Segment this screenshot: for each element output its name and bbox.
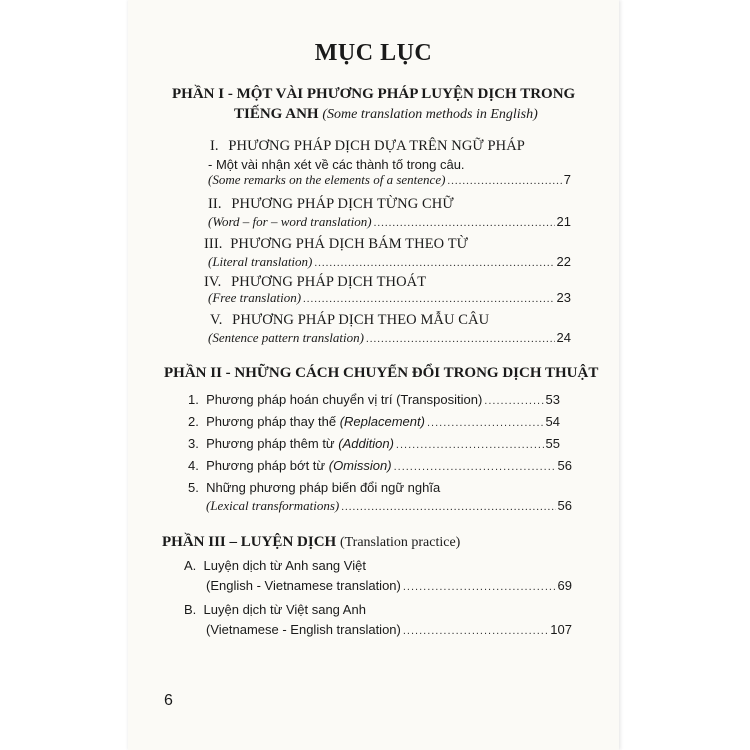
part1-subtitle: (Some translation methods in English) <box>322 107 538 122</box>
toc-entry-3-heading: PHƯƠNG PHÁ DỊCH BÁM THEO TỪ <box>230 236 469 252</box>
part2-entry-1-en: (Transposition) <box>396 392 483 407</box>
toc-entry-2-page: 21 <box>556 214 571 229</box>
part3-label: PHẦN III – <box>162 534 238 550</box>
toc-entry-1-title <box>210 138 525 155</box>
part2-heading <box>164 365 598 382</box>
part2-entry-4-number: 4. <box>188 458 199 473</box>
part2-entry-5-leader <box>206 498 572 514</box>
part3-entry-b <box>184 602 366 617</box>
part2-entry-4-en: (Omission) <box>328 458 392 473</box>
toc-entry-3-subtitle: (Literal translation) <box>208 254 313 269</box>
toc-entry-5-page: 24 <box>556 330 571 345</box>
part1-label: PHẦN I - <box>172 86 233 102</box>
toc-entry-2-subtitle: (Word – for – word translation) <box>208 214 372 229</box>
part2-label: PHẦN II - <box>164 365 231 381</box>
part2-entry-1-text: Phương pháp hoán chuyển vị trí <box>206 392 393 407</box>
part2-entry-5-text: Những phương pháp biến đổi ngữ nghĩa <box>206 480 441 495</box>
part2-entry-3-number: 3. <box>188 436 199 451</box>
toc-entry-2-title <box>208 196 454 213</box>
dot-leader <box>396 439 544 451</box>
toc-entry-4-title <box>204 274 426 291</box>
part2-entry-3 <box>188 436 560 451</box>
toc-entry-3-title <box>204 236 468 253</box>
part2-entry-3-page: 55 <box>545 436 560 451</box>
part2-entry-3-text: Phương pháp thêm từ <box>206 436 335 451</box>
part1-title-line2: TIẾNG ANH <box>234 106 319 122</box>
toc-entry-1-heading: PHƯƠNG PHÁP DỊCH DỰA TRÊN NGỮ PHÁP <box>228 138 525 154</box>
page-title: MỤC LỤC <box>314 40 433 66</box>
part3-entry-b-page: 107 <box>550 622 572 637</box>
part2-entry-3-en: (Addition) <box>338 436 394 451</box>
part3-entry-a-subtitle: (English - Vietnamese translation) <box>206 578 401 593</box>
part2-entry-4 <box>188 458 572 473</box>
part1-heading-line2 <box>234 106 538 123</box>
toc-entry-1-subtitle: (Some remarks on the elements of a sentence) <box>208 172 446 187</box>
part2-entry-1-number: 1. <box>188 392 199 407</box>
toc-entry-4-heading: PHƯƠNG PHÁP DỊCH THOÁT <box>231 274 427 290</box>
part2-entry-5-page: 56 <box>557 498 572 513</box>
part2-title: NHỮNG CÁCH CHUYỂN ĐỔI TRONG DỊCH THUẬT <box>234 365 599 381</box>
part3-entry-a-leader <box>206 578 572 593</box>
part3-entry-a-page: 69 <box>557 578 572 593</box>
toc-entry-5-leader <box>208 330 571 346</box>
dot-leader <box>427 417 544 429</box>
dot-leader <box>314 257 554 269</box>
dot-leader <box>403 581 556 593</box>
book-page <box>128 0 619 750</box>
toc-entry-5-number: V. <box>210 312 223 328</box>
toc-entry-1-note: - Một vài nhận xét về các thành tố trong câu. <box>208 157 465 172</box>
part3-subtitle: (Translation practice) <box>339 535 461 550</box>
dot-leader <box>303 293 555 305</box>
toc-entry-1-number: I. <box>210 138 219 154</box>
toc-entry-1-leader <box>208 172 571 188</box>
toc-entry-1-page: 7 <box>563 172 571 187</box>
part3-heading <box>162 534 460 551</box>
part2-entry-5-number: 5. <box>188 480 199 495</box>
toc-entry-5-heading: PHƯƠNG PHÁP DỊCH THEO MẪU CÂU <box>232 312 490 328</box>
part2-entry-4-text: Phương pháp bớt từ <box>206 458 326 473</box>
part2-entry-2-text: Phương pháp thay thế <box>206 414 337 429</box>
toc-entry-2-heading: PHƯƠNG PHÁP DỊCH TỪNG CHỮ <box>231 196 454 212</box>
part2-entry-1-page: 53 <box>545 392 560 407</box>
toc-entry-4-number: IV. <box>204 274 222 290</box>
part3-entry-a-text: Luyện dịch từ Anh sang Việt <box>203 558 366 573</box>
part3-entry-b-leader <box>206 622 572 637</box>
part1-heading <box>172 86 575 103</box>
toc-entry-4-subtitle: (Free translation) <box>208 290 302 305</box>
dot-leader <box>394 461 556 473</box>
dot-leader <box>374 217 555 229</box>
part3-entry-a-number: A. <box>184 558 197 573</box>
toc-entry-3-page: 22 <box>556 254 571 269</box>
part1-title-line1: MỘT VÀI PHƯƠNG PHÁP LUYỆN DỊCH TRONG <box>236 86 576 102</box>
part3-entry-a <box>184 558 366 573</box>
toc-entry-4-leader <box>208 290 571 306</box>
part3-entry-b-number: B. <box>184 602 197 617</box>
dot-leader <box>447 175 561 187</box>
toc-entry-5-title <box>210 312 489 329</box>
toc-entry-3-number: III. <box>204 236 223 252</box>
dot-leader <box>366 333 555 345</box>
part2-entry-2-en: (Replacement) <box>339 414 425 429</box>
toc-entry-4-page: 23 <box>556 290 571 305</box>
dot-leader <box>341 501 555 513</box>
toc-entry-5-subtitle: (Sentence pattern translation) <box>208 330 364 345</box>
toc-entry-2-number: II. <box>208 196 222 212</box>
part2-entry-2-page: 54 <box>545 414 560 429</box>
part2-entry-5-en: (Lexical transformations) <box>206 498 340 513</box>
part2-entry-2 <box>188 414 560 429</box>
part2-entry-4-page: 56 <box>557 458 572 473</box>
part2-entry-5 <box>188 480 440 495</box>
toc-entry-2-leader <box>208 214 571 230</box>
part2-entry-2-number: 2. <box>188 414 199 429</box>
part3-title: LUYỆN DỊCH <box>240 534 337 550</box>
toc-entry-3-leader <box>208 254 571 270</box>
part3-entry-b-subtitle: (Vietnamese - English translation) <box>206 622 401 637</box>
part3-entry-b-text: Luyện dịch từ Việt sang Anh <box>203 602 366 617</box>
part2-entry-1 <box>188 392 560 407</box>
dot-leader <box>484 395 543 407</box>
dot-leader <box>403 625 548 637</box>
page-number: 6 <box>164 692 173 709</box>
